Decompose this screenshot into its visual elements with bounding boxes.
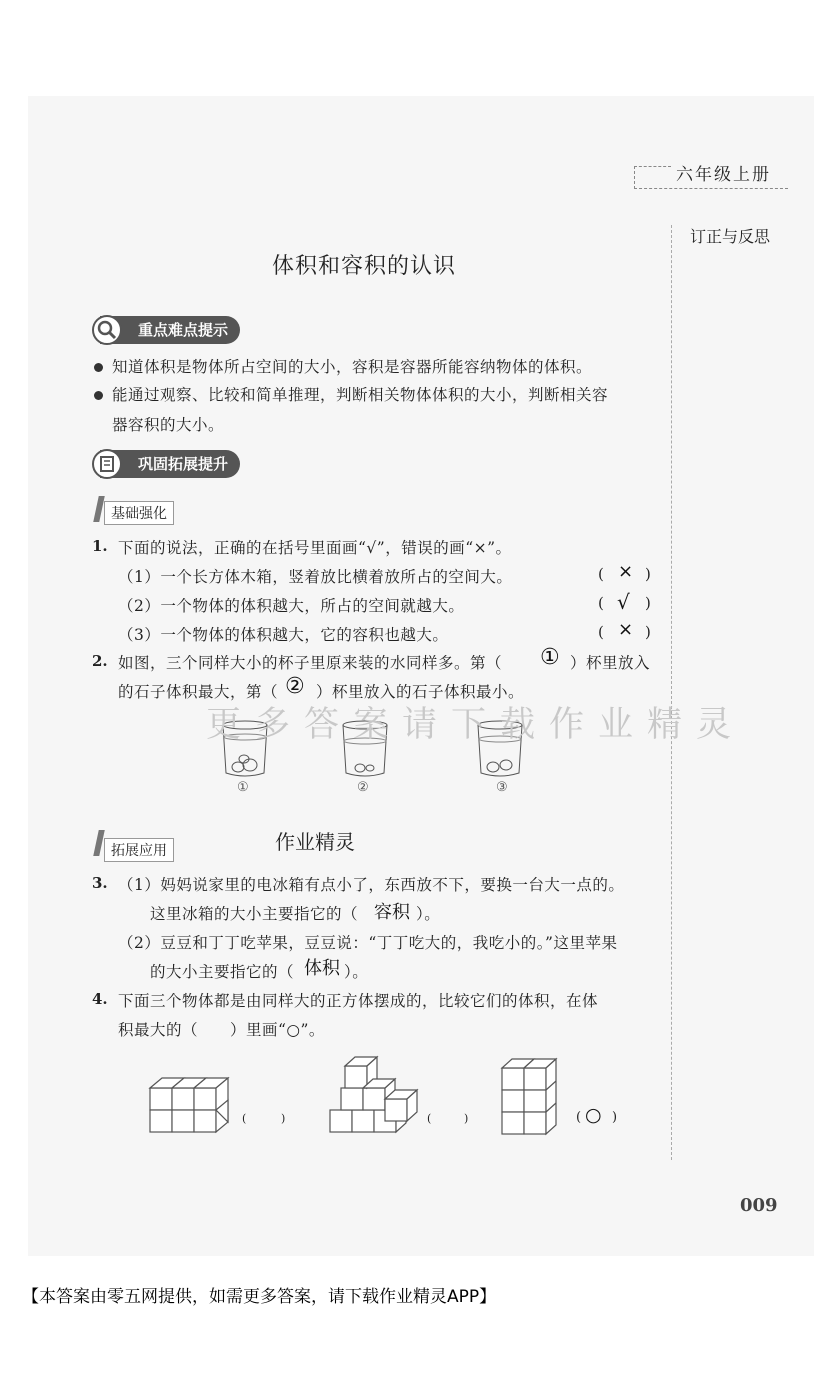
q3-p2b: 的大小主要指它的（: [150, 963, 295, 981]
q1-text: 下面的说法，正确的在括号里面画“√”，错误的画“×”。: [118, 539, 512, 557]
q3-p2a: （2）豆豆和丁丁吃苹果，豆豆说：“丁丁吃大的，我吃小的。”这里苹果: [118, 934, 618, 952]
practice-banner-label: 巩固拓展提升: [138, 455, 229, 473]
q1-item-3: （3）一个物体的体积越大，它的容积也越大。: [118, 626, 449, 644]
bullet-dot: [94, 391, 103, 400]
key-point-1: 知道体积是物体所占空间的大小，容积是容器所能容纳物体的体积。: [112, 358, 593, 376]
paren-right: ): [645, 623, 651, 641]
grade-label: 六年级上册: [676, 165, 771, 185]
q1-answer-3: ×: [618, 619, 634, 640]
q4-line1: 下面三个物体都是由同样大的正方体摆成的，比较它们的体积，在体: [118, 992, 599, 1010]
q3-p1a: （1）妈妈说家里的电冰箱有点小了，东西放不下，要换一台大一点的。: [118, 876, 625, 894]
paren-right: ): [464, 1112, 469, 1125]
paren-right: ): [612, 1110, 618, 1125]
q3-p1c: ）。: [416, 905, 441, 923]
basic-label: 基础强化: [104, 501, 174, 525]
extend-label: 拓展应用: [104, 838, 174, 862]
cube-shape-2: [330, 1057, 417, 1132]
cup-label-1: ①: [237, 780, 249, 795]
q3-p2c: ）。: [344, 963, 369, 981]
reflection-label: 订正与反思: [690, 227, 771, 246]
q2-line2b: ）杯里放入的石子体积最小。: [316, 683, 525, 701]
paren-left: (: [427, 1112, 432, 1125]
notebook-icon: [92, 449, 122, 479]
cup-label-2: ②: [357, 780, 369, 795]
q3-number: 3.: [92, 874, 108, 892]
paren-left: (: [598, 565, 604, 583]
q1-answer-2: √: [617, 590, 630, 614]
footer-note: 【本答案由零五网提供，如需更多答案，请下载作业精灵APP】: [22, 1287, 497, 1307]
paren-right: ): [281, 1112, 286, 1125]
key-point-2: 能通过观察、比较和简单推理，判断相关物体体积的大小，判断相关容: [112, 386, 609, 404]
cup-label-3: ③: [496, 780, 508, 795]
q1-item-1: （1）一个长方体木箱，竖着放比横着放所占的空间大。: [118, 568, 513, 586]
key-points-banner-label: 重点难点提示: [138, 321, 229, 339]
q3-p1b: 这里冰箱的大小主要指它的（: [150, 905, 359, 923]
q2-line2a: 的石子体积最大，第（: [118, 683, 279, 701]
paren-right: ): [645, 594, 651, 612]
q2-answer-2: ②: [285, 674, 305, 699]
key-point-2-cont: 器容积的大小。: [112, 416, 225, 434]
page-number: 009: [740, 1195, 778, 1216]
paren-left: (: [598, 623, 604, 641]
cube-figures: [140, 1050, 640, 1145]
paren-left: (: [598, 594, 604, 612]
q4-number: 4.: [92, 990, 108, 1008]
cube-shape-1: [150, 1078, 228, 1132]
paren-left: (: [576, 1110, 582, 1125]
q1-answer-1: ×: [618, 561, 634, 582]
cube-shape-3: [502, 1059, 556, 1134]
bullet-dot: [94, 363, 103, 372]
q2-line1b: ）杯里放入: [570, 654, 651, 672]
magnifier-icon: [92, 315, 122, 345]
q1-number: 1.: [92, 537, 108, 555]
q4-answer-circle: ○: [585, 1104, 602, 1126]
q3-answer-2: 体积: [304, 958, 340, 979]
q2-number: 2.: [92, 652, 108, 670]
margin-divider: [671, 225, 672, 1160]
q4-line2: 积最大的（ ）里画“○”。: [118, 1021, 325, 1039]
q2-answer-1: ①: [540, 645, 560, 670]
paren-right: ): [645, 565, 651, 583]
brand-text: 作业精灵: [275, 830, 355, 854]
q2-line1a: 如图，三个同样大小的杯子里原来装的水同样多。第（: [118, 654, 503, 672]
q3-answer-1: 容积: [374, 902, 410, 923]
q1-item-2: （2）一个物体的体积越大，所占的空间就越大。: [118, 597, 465, 615]
page-title: 体积和容积的认识: [272, 254, 457, 279]
paren-left: (: [242, 1112, 247, 1125]
watermark: 更多答案请下载作业精灵: [206, 705, 746, 745]
